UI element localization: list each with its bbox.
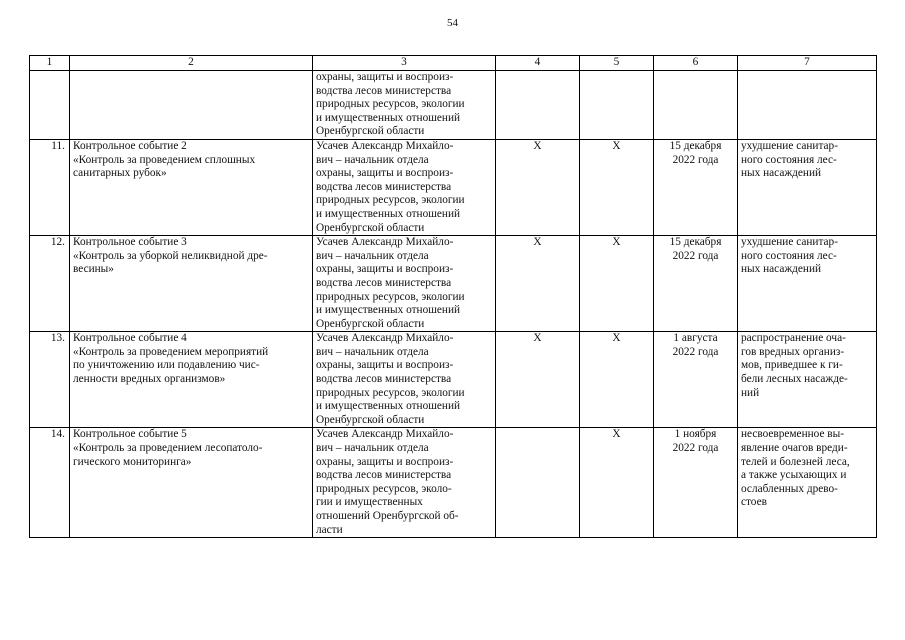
control-event-cell-line: Контрольное событие 4 xyxy=(73,332,187,345)
responsible-person-cell-line: Оренбургской области xyxy=(316,413,425,426)
risk-cell-line: мов, приведшее к ги- xyxy=(741,359,843,372)
control-event-cell-line: гического мониторинга» xyxy=(73,455,192,468)
responsible-person-cell-line: и имущественных отношений xyxy=(316,304,461,317)
column-5-mark: Х xyxy=(580,139,654,235)
responsible-person-cell-line: Усачев Александр Михайло- xyxy=(316,332,454,345)
responsible-person-cell-line: и имущественных отношений xyxy=(316,207,461,220)
responsible-person-cell-line: Усачев Александр Михайло- xyxy=(316,139,454,152)
control-event-cell-line: по уничтожению или подавлению чис- xyxy=(73,359,260,372)
responsible-person-cell-line: природных ресурсов, экологии xyxy=(316,98,465,111)
responsible-person-cell-line: водства лесов министерства xyxy=(316,180,452,193)
risk-cell xyxy=(738,332,877,428)
responsible-person-cell-line: Оренбургской области xyxy=(316,221,425,234)
column-4-mark xyxy=(496,71,580,140)
responsible-person-cell-line: и имущественных отношений xyxy=(316,400,461,413)
header-col-6: 6 xyxy=(654,56,738,71)
control-event-cell-line: «Контроль за уборкой неликвидной дре- xyxy=(73,249,268,262)
responsible-person-cell-line: вич – начальник отдела xyxy=(316,345,429,358)
responsible-person-cell-line: вич – начальник отдела xyxy=(316,249,429,262)
deadline-cell xyxy=(654,139,738,235)
responsible-person-cell-line: и имущественных отношений xyxy=(316,111,461,124)
responsible-person-cell-line: гии и имущественных xyxy=(316,496,423,509)
control-event-cell-line: весины» xyxy=(73,263,114,276)
deadline-cell-line: 2022 года xyxy=(672,249,719,262)
risk-cell-line: а также усыхающих и xyxy=(741,469,847,482)
control-event-cell xyxy=(70,428,313,538)
risk-cell-line: ного состояния лес- xyxy=(741,249,837,262)
column-4-mark xyxy=(496,428,580,538)
risk-cell-line: распространение оча- xyxy=(741,332,846,345)
risk-cell xyxy=(738,71,877,140)
control-event-cell-line: ленности вредных организмов» xyxy=(73,373,226,386)
responsible-person-cell xyxy=(313,139,496,235)
control-event-cell xyxy=(70,71,313,140)
table-row xyxy=(30,236,877,332)
risk-cell-line: ного состояния лес- xyxy=(741,153,837,166)
responsible-person-cell xyxy=(313,428,496,538)
deadline-cell xyxy=(654,332,738,428)
responsible-person-cell-line: Усачев Александр Михайло- xyxy=(316,236,454,249)
column-4-mark: Х xyxy=(496,139,580,235)
row-number: 12. xyxy=(30,236,70,332)
responsible-person-cell-line: водства лесов министерства xyxy=(316,373,452,386)
responsible-person-cell-line: природных ресурсов, экологии xyxy=(316,194,465,207)
control-event-cell xyxy=(70,139,313,235)
responsible-person-cell-line: охраны, защиты и воспроиз- xyxy=(316,263,454,276)
responsible-person-cell-line: охраны, защиты и воспроиз- xyxy=(316,71,454,83)
header-col-1: 1 xyxy=(30,56,70,71)
risk-cell-line: ных насаждений xyxy=(741,167,822,180)
responsible-person-cell-line: Оренбургской области xyxy=(316,317,425,330)
responsible-person-cell-line: охраны, защиты и воспроиз- xyxy=(316,359,454,372)
deadline-cell xyxy=(654,236,738,332)
risk-cell-line: ухудшение санитар- xyxy=(741,139,838,152)
responsible-person-cell xyxy=(313,71,496,140)
responsible-person-cell-line: водства лесов министерства xyxy=(316,469,452,482)
responsible-person-cell-line: природных ресурсов, экологии xyxy=(316,290,465,303)
responsible-person-cell-line: ласти xyxy=(316,523,343,536)
control-event-cell-line: Контрольное событие 3 xyxy=(73,236,187,249)
control-event-cell-line: «Контроль за проведением лесопатоло- xyxy=(73,442,263,455)
risk-cell xyxy=(738,236,877,332)
responsible-person-cell-line: водства лесов министерства xyxy=(316,276,452,289)
header-col-2: 2 xyxy=(70,56,313,71)
risk-cell xyxy=(738,139,877,235)
responsible-person-cell-line: Усачев Александр Михайло- xyxy=(316,428,454,441)
header-col-5: 5 xyxy=(580,56,654,71)
risk-cell-line: бели лесных насажде- xyxy=(741,373,848,386)
control-event-cell-line: «Контроль за проведением мероприятий xyxy=(73,345,269,358)
column-5-mark: Х xyxy=(580,332,654,428)
responsible-person-cell-line: Оренбургской области xyxy=(316,125,425,138)
header-col-4: 4 xyxy=(496,56,580,71)
deadline-cell-line: 1 августа xyxy=(673,332,718,345)
risk-cell-line: телей и болезней леса, xyxy=(741,455,850,468)
responsible-person-cell-line: вич – начальник отдела xyxy=(316,153,429,166)
risk-cell-line: явление очагов вреди- xyxy=(741,442,848,455)
control-event-cell-line: санитарных рубок» xyxy=(73,167,167,180)
row-number: 14. xyxy=(30,428,70,538)
risk-cell-line: несвоевременное вы- xyxy=(741,428,844,441)
deadline-cell xyxy=(654,428,738,538)
table-row xyxy=(30,139,877,235)
deadline-cell-line: 1 ноября xyxy=(674,428,717,441)
risk-cell-line: ослабленных древо- xyxy=(741,482,838,495)
table-row xyxy=(30,428,877,538)
column-4-mark: Х xyxy=(496,332,580,428)
table-row xyxy=(30,332,877,428)
deadline-cell-line: 2022 года xyxy=(672,153,719,166)
row-number: 11. xyxy=(30,139,70,235)
responsible-person-cell-line: охраны, защиты и воспроиз- xyxy=(316,167,454,180)
deadline-cell-line: 2022 года xyxy=(672,442,719,455)
responsible-person-cell-line: природных ресурсов, эколо- xyxy=(316,482,452,495)
row-number: 13. xyxy=(30,332,70,428)
responsible-person-cell-line: вич – начальник отдела xyxy=(316,442,429,455)
responsible-person-cell xyxy=(313,236,496,332)
responsible-person-cell-line: водства лесов министерства xyxy=(316,84,452,97)
control-event-cell xyxy=(70,332,313,428)
control-events-table xyxy=(29,55,877,538)
responsible-person-cell xyxy=(313,332,496,428)
control-event-cell xyxy=(70,236,313,332)
header-col-7: 7 xyxy=(738,56,877,71)
responsible-person-cell-line: охраны, защиты и воспроиз- xyxy=(316,455,454,468)
deadline-cell-line: 15 декабря xyxy=(669,236,722,249)
page-number: 54 xyxy=(447,17,458,29)
header-row xyxy=(30,56,877,71)
column-5-mark: Х xyxy=(580,236,654,332)
risk-cell-line: стоев xyxy=(741,496,767,509)
deadline-cell xyxy=(654,71,738,140)
risk-cell-line: гов вредных организ- xyxy=(741,345,845,358)
risk-cell-line: ухудшение санитар- xyxy=(741,236,838,249)
column-4-mark: Х xyxy=(496,236,580,332)
control-event-cell-line: Контрольное событие 2 xyxy=(73,139,187,152)
column-5-mark: Х xyxy=(580,428,654,538)
row-number xyxy=(30,71,70,140)
deadline-cell-line: 2022 года xyxy=(672,345,719,358)
responsible-person-cell-line: отношений Оренбургской об- xyxy=(316,510,459,522)
risk-cell xyxy=(738,428,877,538)
responsible-person-cell-line: природных ресурсов, экологии xyxy=(316,386,465,399)
risk-cell-line: ных насаждений xyxy=(741,263,822,276)
header-col-3: 3 xyxy=(313,56,496,71)
control-event-cell-line: Контрольное событие 5 xyxy=(73,428,187,441)
control-event-cell-line: «Контроль за проведением сплошных xyxy=(73,153,256,166)
deadline-cell-line: 15 декабря xyxy=(669,139,722,152)
risk-cell-line: ний xyxy=(741,386,760,399)
column-5-mark xyxy=(580,71,654,140)
table-row xyxy=(30,71,877,140)
